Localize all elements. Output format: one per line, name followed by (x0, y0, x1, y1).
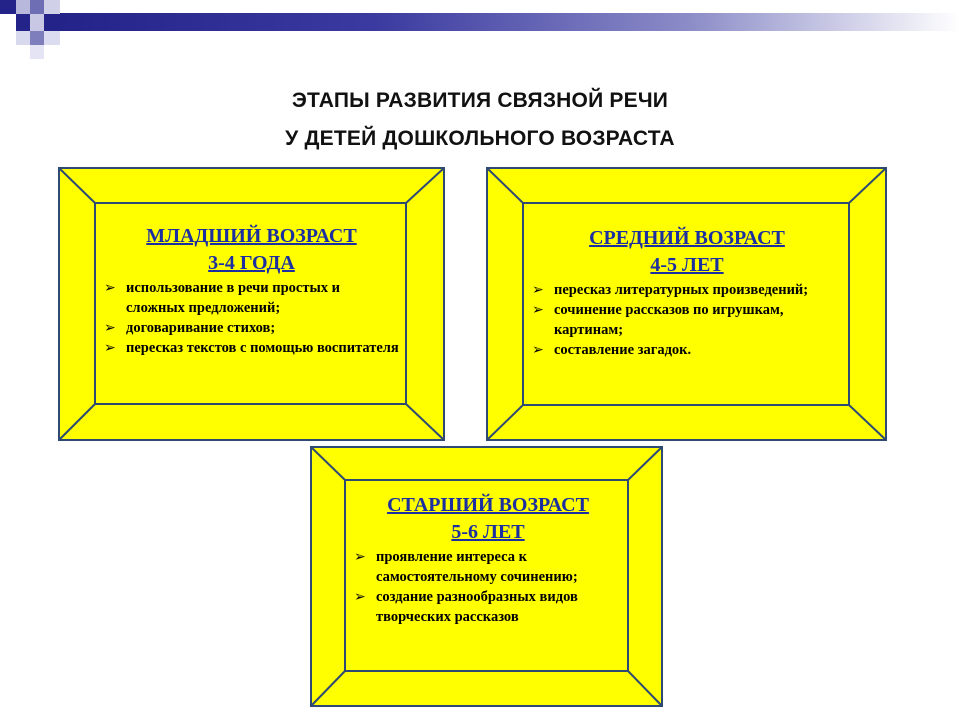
page-title-line-1: ЭТАПЫ РАЗВИТИЯ СВЯЗНОЙ РЕЧИ (291, 89, 669, 112)
list-item: ➢ составление загадок. (532, 342, 692, 358)
stage-age-title: МЛАДШИЙ ВОЗРАСТ (146, 225, 357, 247)
list-item: ➢ сочинение рассказов по игрушкам, картинам; (532, 302, 784, 338)
stage-age-title: СРЕДНИЙ ВОЗРАСТ (589, 227, 785, 249)
stage-years: 4-5 ЛЕТ (650, 254, 724, 276)
header-gradient-bar (60, 13, 960, 31)
page-title-line-2: У ДЕТЕЙ ДОШКОЛЬНОГО ВОЗРАСТА (285, 127, 675, 150)
arrow-bullet-icon: ➢ (532, 282, 544, 298)
list-item: ➢ создание разнообразных видов творческих рассказов (354, 589, 578, 625)
list-item: ➢ проявление интереса к самостоятельному сочинению; (354, 549, 578, 585)
stage-card-senior (310, 446, 663, 707)
list-item: ➢ договаривание стихов; (104, 320, 276, 336)
list-item: ➢ пересказ литературных произведений; (532, 282, 809, 298)
arrow-bullet-icon: ➢ (104, 280, 116, 296)
stage-years: 5-6 ЛЕТ (451, 521, 525, 543)
stage-card-middle (486, 167, 887, 441)
arrow-bullet-icon: ➢ (354, 549, 366, 565)
arrow-bullet-icon: ➢ (532, 342, 544, 358)
stage-years: 3-4 ГОДА (208, 252, 295, 274)
list-item: ➢ использование в речи простых и сложных предложений; (104, 280, 341, 316)
arrow-bullet-icon: ➢ (104, 320, 116, 336)
stage-card-junior (58, 167, 445, 441)
arrow-bullet-icon: ➢ (104, 340, 116, 356)
list-item: ➢ пересказ текстов с помощью воспитателя (104, 340, 399, 356)
stage-age-title: СТАРШИЙ ВОЗРАСТ (387, 494, 589, 516)
arrow-bullet-icon: ➢ (532, 302, 544, 318)
arrow-bullet-icon: ➢ (354, 589, 366, 605)
